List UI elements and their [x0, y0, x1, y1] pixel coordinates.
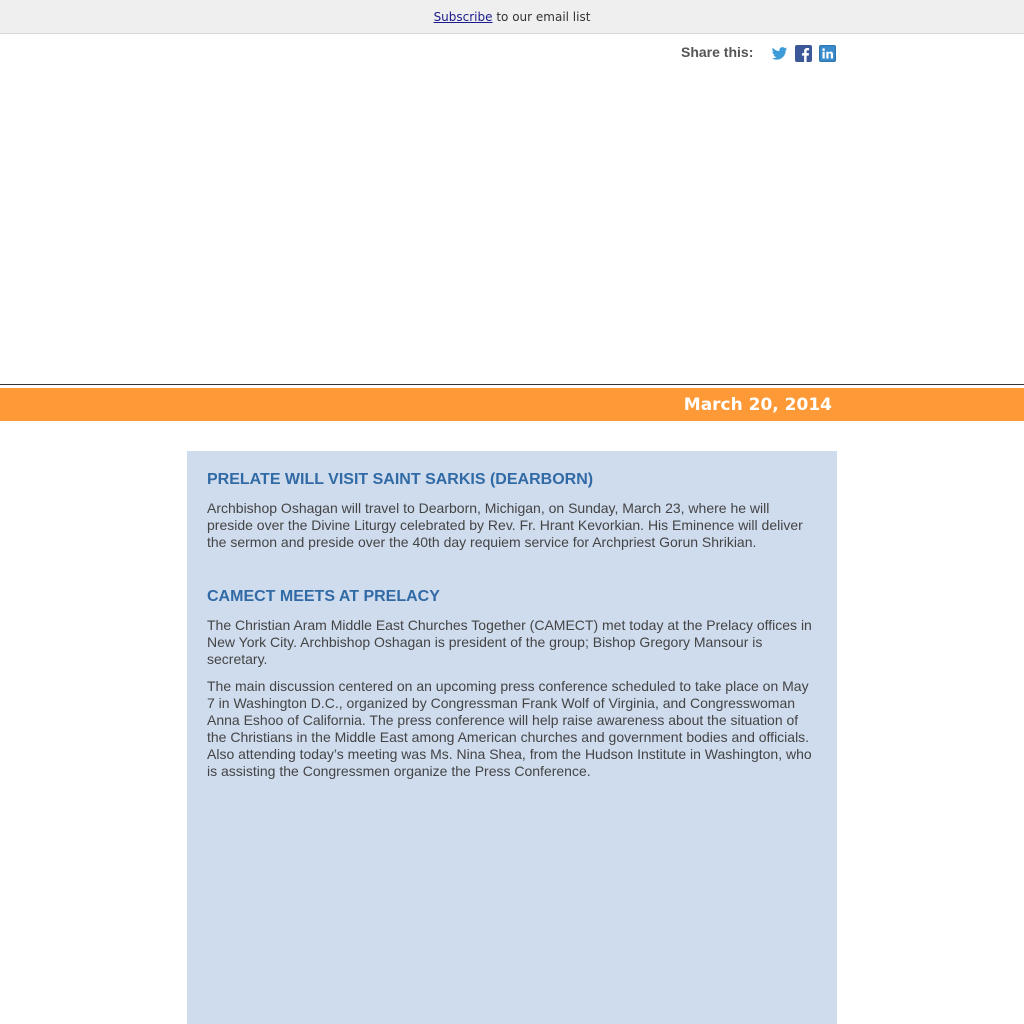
article: [207, 470, 817, 551]
header-divider: [0, 384, 1024, 385]
issue-date: March 20, 2014: [683, 395, 832, 415]
facebook-icon[interactable]: [795, 45, 812, 62]
twitter-icon[interactable]: [771, 45, 788, 62]
article-paragraph: The Christian Aram Middle East Churches Together (CAMECT) met today at the Prelacy offices in New York City. Archbishop Oshagan is president of the group; Bishop Gregory Mansour is secretary.: [207, 617, 812, 667]
article-spacer: [207, 561, 817, 587]
article-title: CAMECT MEETS AT PRELACY: [207, 588, 440, 605]
subscribe-bar: [0, 0, 1024, 34]
article: [207, 587, 817, 780]
share-label: Share this:: [681, 44, 754, 60]
linkedin-icon[interactable]: [819, 45, 836, 62]
share-bar: [681, 43, 836, 63]
subscribe-link[interactable]: Subscribe: [433, 10, 493, 24]
news-content: [187, 451, 837, 1024]
article-title: PRELATE WILL VISIT SAINT SARKIS (DEARBORN): [207, 471, 594, 488]
article-paragraph: Archbishop Oshagan will travel to Dearborn, Michigan, on Sunday, March 23, where he will preside over the Divine Liturgy celebrated by Rev. Fr. Hrant Kevorkian. His Eminence will deliver the sermon and preside over the 40th day requiem service for Archpriest Gorun Shrikian.: [207, 500, 803, 550]
subscribe-suffix: to our email list: [492, 10, 591, 24]
article-paragraph: The main discussion centered on an upcoming press conference scheduled to take place on May 7 in Washington D.C., organized by Congressman Frank Wolf of Virginia, and Congresswoman Anna Eshoo of California. The press conference will help raise awareness about the situation of the Christians in the Middle East among American churches and government bodies and officials. Also attending today’s meeting was Ms. Nina Shea, from the Hudson Institute in Washington, who is assisting the Congressmen organize the Press Conference.: [207, 678, 812, 779]
date-bar: [0, 388, 1024, 421]
